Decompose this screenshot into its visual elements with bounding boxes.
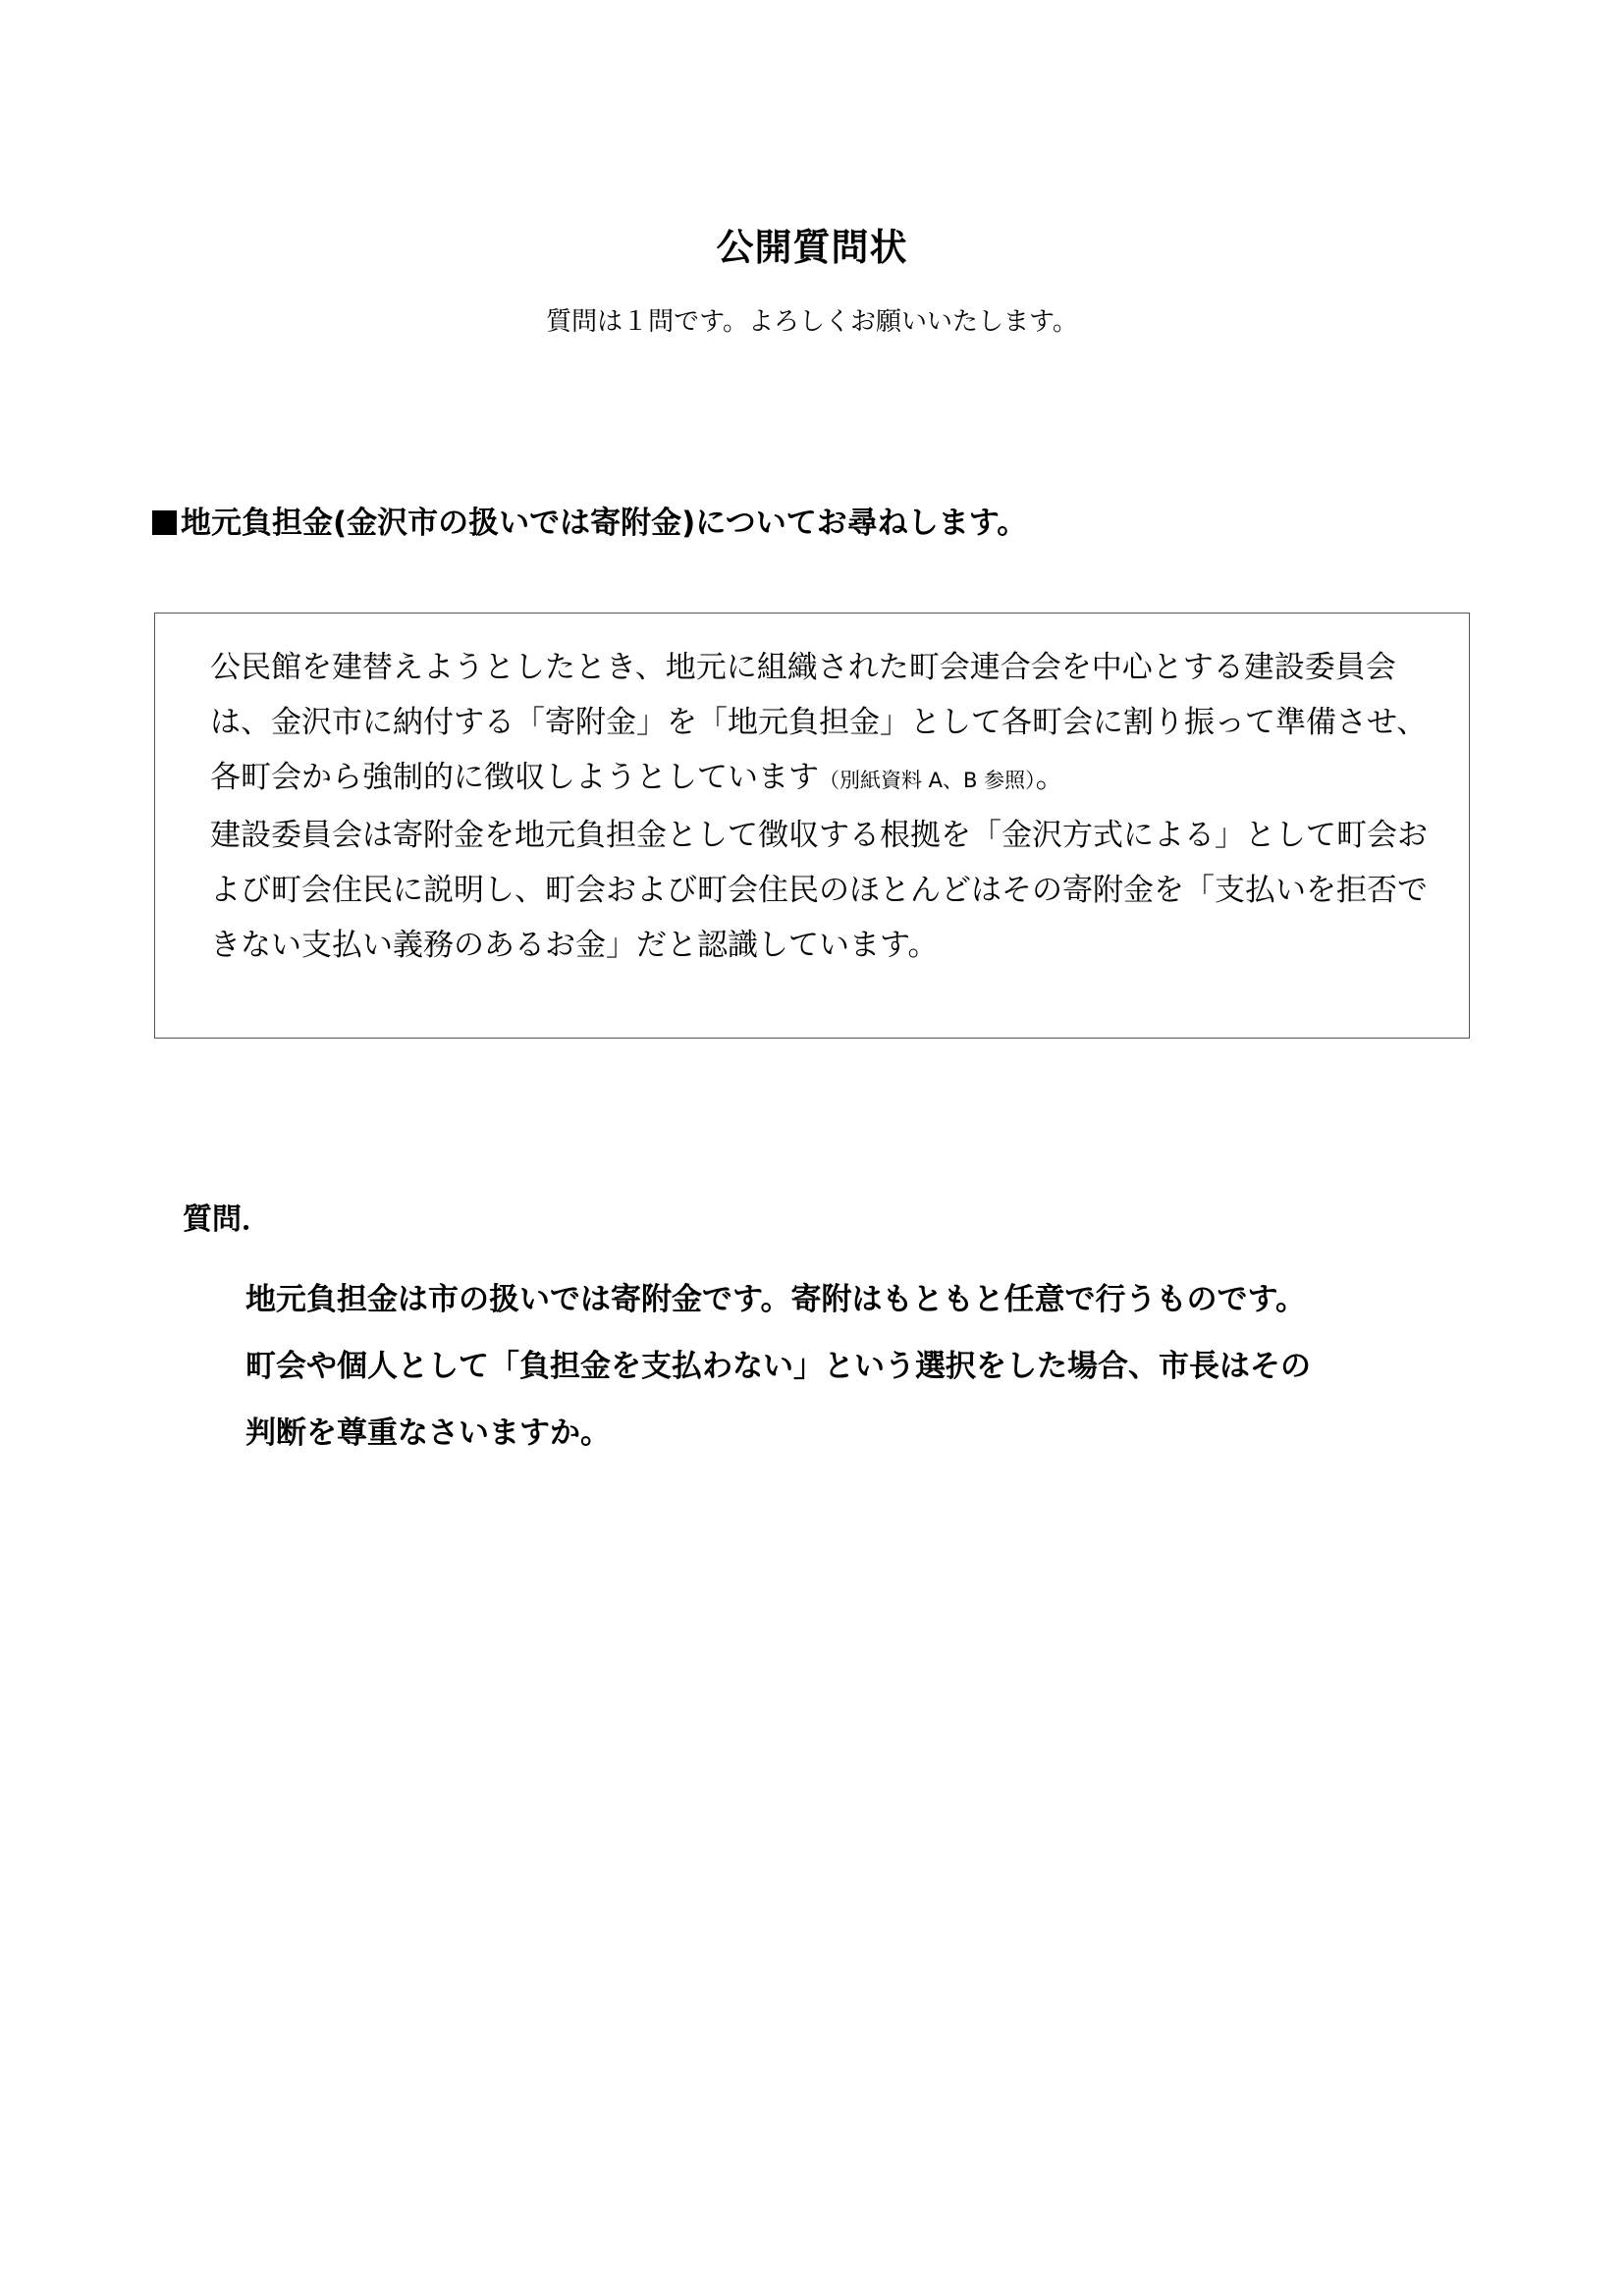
- info-paragraph-1-end: 。: [1035, 760, 1066, 795]
- info-paragraph-2: 建設委員会は寄附金を地元負担金として徴収する根拠を「金沢方式による」として町会および町会住民に説明し、町会および町会住民のほとんどはその寄附金を「支払いを拒否できない支払い義務のあるお金」だと認識しています。: [210, 818, 1428, 963]
- info-paragraph-1-main: 公民館を建替えようとしたとき、地元に組織された町会連合会を中心とする建設委員会は、金沢市に納付する「寄附金」を「地元負担金」として各町会に割り振って準備させ、各町会から強制的に徴収しようとしています: [210, 650, 1428, 795]
- document-title: 公開質問状: [716, 225, 908, 269]
- reference-note: （別紙資料 A、B 参照）: [819, 769, 1036, 792]
- section-heading: [152, 501, 1507, 546]
- info-paragraph-1: [210, 640, 1428, 808]
- question-label: 質問．: [183, 1202, 271, 1237]
- question-line-3: 判断を尊重なさいますか。: [245, 1415, 611, 1451]
- question-body: [245, 1266, 1463, 1467]
- question-line-1: 地元負担金は市の扱いでは寄附金です。寄附はもともと任意で行うものです。: [245, 1282, 1307, 1317]
- info-box: [154, 613, 1470, 1039]
- black-square-icon: [152, 510, 177, 535]
- question-line-2: 町会や個人として「負担金を支払わない」という選択をした場合、市長はその: [245, 1349, 1311, 1384]
- document-subtitle: 質問は１問です。よろしくお願いいたします。: [546, 307, 1078, 337]
- info-box-text: [210, 640, 1428, 973]
- section-heading-text: 地元負担金(金沢市の扱いでは寄附金)についてお尋ねします。: [181, 506, 1028, 541]
